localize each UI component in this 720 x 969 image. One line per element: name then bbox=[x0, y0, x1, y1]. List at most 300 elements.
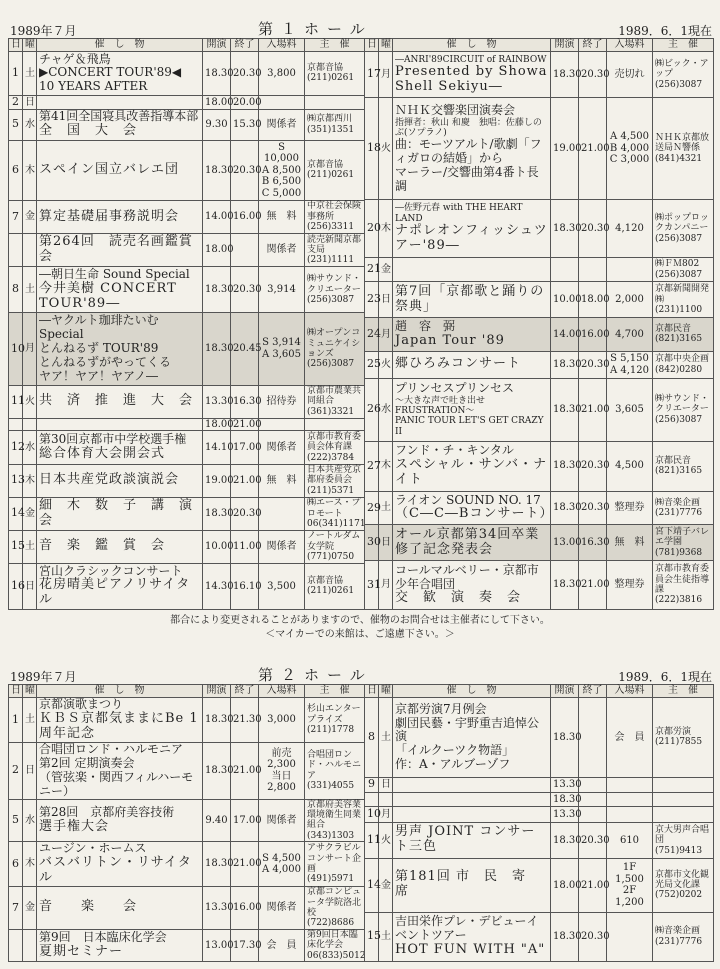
price-cell: S 3,914 A 3,605 bbox=[259, 313, 305, 385]
header-row bbox=[9, 685, 365, 698]
column-header: 入場料 bbox=[607, 39, 653, 52]
price-cell: 招待券 bbox=[259, 385, 305, 418]
organizer-cell: 京都民音 (821)3165 bbox=[653, 441, 714, 491]
column-header: 曜 bbox=[379, 39, 393, 52]
event-line: 合唱団ロンド・ハルモニア bbox=[39, 742, 184, 757]
event-cell bbox=[393, 698, 551, 778]
organizer-cell: ㈱ビック・アップ (256)3087 bbox=[653, 52, 714, 98]
event-cell bbox=[37, 698, 203, 743]
day-cell: 15 bbox=[365, 912, 379, 961]
end-time-cell: 20.45 bbox=[231, 313, 259, 385]
price-cell: 3,800 bbox=[259, 52, 305, 96]
event-line: （C―C―Bコンサート） bbox=[395, 506, 554, 522]
table-row bbox=[9, 464, 365, 497]
event-line: チャゲ＆飛鳥 bbox=[39, 51, 111, 66]
day-cell: 8 bbox=[365, 698, 379, 778]
event-line: Japan Tour '89 bbox=[395, 332, 505, 348]
event-cell bbox=[393, 318, 551, 351]
hall2-as-of: 1989．6．1現在 bbox=[618, 670, 712, 684]
start-time-cell: 18.30 bbox=[551, 351, 579, 378]
column-header: 日 bbox=[365, 685, 379, 698]
event-line: 劇団民藝・宇野重吉追悼公演 bbox=[395, 715, 540, 744]
event-cell bbox=[393, 561, 551, 610]
start-time-cell: 18.30 bbox=[551, 441, 579, 491]
price-cell: 関係者 bbox=[259, 799, 305, 842]
price-cell: 2,000 bbox=[607, 282, 653, 318]
hall1-header bbox=[0, 18, 720, 40]
event-line: （管弦楽・関西フィルハーモニー） bbox=[39, 769, 194, 798]
weekday-cell: 日 bbox=[23, 95, 37, 109]
day-cell: 30 bbox=[365, 525, 379, 561]
event-line: 第30回京都市中学校選手権 bbox=[39, 432, 187, 447]
price-cell bbox=[259, 497, 305, 530]
end-time-cell: 16.30 bbox=[231, 385, 259, 418]
organizer-cell: 京都コンピュータ学院洛北校 (722)8686 bbox=[305, 887, 365, 930]
header-row bbox=[365, 39, 714, 52]
column-header: 入場料 bbox=[259, 39, 305, 52]
day-cell: 23 bbox=[365, 282, 379, 318]
start-time-cell: 14.00 bbox=[551, 318, 579, 351]
weekday-cell: 土 bbox=[23, 52, 37, 96]
column-header: 開演 bbox=[551, 685, 579, 698]
event-cell bbox=[393, 52, 551, 98]
column-header: 催 し 物 bbox=[37, 39, 203, 52]
event-cell bbox=[393, 525, 551, 561]
day-cell: 18 bbox=[365, 98, 379, 200]
organizer-cell: 京都音協 (211)0261 bbox=[305, 52, 365, 96]
organizer-cell: 京都音協 (211)0261 bbox=[305, 140, 365, 200]
price-cell: 無 料 bbox=[259, 464, 305, 497]
table-row bbox=[9, 109, 365, 140]
event-line: バスバリトン・リサイタル bbox=[39, 855, 192, 886]
column-header: 催 し 物 bbox=[393, 39, 551, 52]
end-time-cell bbox=[579, 698, 607, 778]
event-cell bbox=[37, 929, 203, 961]
start-time-cell: 13.00 bbox=[551, 525, 579, 561]
end-time-cell: 21.30 bbox=[231, 698, 259, 743]
event-line: スペイン国立バレエ団 bbox=[39, 161, 180, 177]
weekday-cell: 月 bbox=[379, 561, 393, 610]
start-time-cell: 18.30 bbox=[203, 267, 231, 313]
price-cell: A 4,500 B 4,000 C 3,000 bbox=[607, 98, 653, 200]
table-row bbox=[9, 313, 365, 385]
weekday-cell: 月 bbox=[379, 318, 393, 351]
event-line: 京都演歌まつり bbox=[39, 697, 124, 712]
organizer-cell bbox=[653, 807, 714, 823]
event-cell bbox=[37, 267, 203, 313]
organizer-cell bbox=[653, 793, 714, 807]
table-row bbox=[365, 200, 714, 258]
event-line: 第181回 市 民 寄 席 bbox=[395, 869, 540, 900]
event-line: PANIC TOUR LET'S GET CRAZY II bbox=[395, 416, 544, 437]
event-cell bbox=[393, 257, 551, 281]
event-cell bbox=[393, 351, 551, 378]
weekday-cell: 金 bbox=[379, 257, 393, 281]
event-cell bbox=[37, 742, 203, 799]
end-time-cell: 21.00 bbox=[579, 561, 607, 610]
table-row bbox=[9, 799, 365, 842]
organizer-cell: 京都市教育委員会体育課 (222)3784 bbox=[305, 431, 365, 464]
end-time-cell bbox=[579, 257, 607, 281]
end-time-cell: 17.00 bbox=[231, 799, 259, 842]
hall2-left-table bbox=[8, 684, 365, 962]
weekday-cell: 水 bbox=[379, 378, 393, 441]
event-line: ―ANRI'89CIRCUIT of RAINBOW bbox=[395, 54, 547, 65]
event-line: オール京都第34回卒業修了記念発表会 bbox=[395, 526, 540, 557]
event-cell bbox=[37, 431, 203, 464]
table-row bbox=[365, 807, 714, 823]
event-line: ライオン SOUND NO. 17 bbox=[395, 492, 541, 507]
event-line: 男声 JOINT コンサート三色 bbox=[395, 824, 536, 855]
table-row bbox=[365, 318, 714, 351]
event-line: ＮＨＫ交響楽団演奏会 bbox=[395, 102, 516, 117]
day-cell: 8 bbox=[9, 267, 23, 313]
event-cell bbox=[37, 563, 203, 609]
event-cell bbox=[37, 200, 203, 233]
day-cell: 6 bbox=[9, 842, 23, 887]
event-cell bbox=[393, 777, 551, 793]
day-cell: 12 bbox=[9, 431, 23, 464]
organizer-cell bbox=[305, 95, 365, 109]
organizer-cell: 京都市農業共同組合 (361)3321 bbox=[305, 385, 365, 418]
event-cell bbox=[37, 109, 203, 140]
price-cell bbox=[607, 257, 653, 281]
day-cell: 1 bbox=[9, 698, 23, 743]
start-time-cell: 14.00 bbox=[203, 200, 231, 233]
end-time-cell: 20.30 bbox=[579, 491, 607, 524]
event-cell bbox=[37, 464, 203, 497]
column-header: 日 bbox=[9, 39, 23, 52]
event-line: 作：A・アルブーゾフ bbox=[395, 756, 511, 771]
event-cell bbox=[37, 530, 203, 563]
end-time-cell: 20.30 bbox=[579, 822, 607, 858]
table-row bbox=[365, 52, 714, 98]
day-cell: 7 bbox=[9, 887, 23, 930]
day-cell: 9 bbox=[365, 777, 379, 793]
start-time-cell bbox=[551, 257, 579, 281]
day-cell: 10 bbox=[9, 313, 23, 385]
event-line: ユージン・ホームス bbox=[39, 841, 147, 856]
event-cell bbox=[393, 491, 554, 524]
table-row bbox=[365, 859, 714, 912]
event-line: 曲：モーツアルト/歌劇「フィガロの結婚」から bbox=[395, 137, 542, 166]
start-time-cell: 9.40 bbox=[203, 799, 231, 842]
event-cell bbox=[37, 842, 203, 887]
column-header: 主 催 bbox=[305, 685, 365, 698]
day-cell: 5 bbox=[9, 799, 23, 842]
organizer-cell: 第9回日本臨床化学会 06(833)5012 bbox=[305, 929, 365, 961]
start-time-cell: 18.30 bbox=[551, 822, 579, 858]
start-time-cell: 9.30 bbox=[203, 109, 231, 140]
organizer-cell: ＮＨＫ京都放送局Ｎ響係 (841)4321 bbox=[653, 98, 714, 200]
price-cell: 4,500 bbox=[607, 441, 653, 491]
price-cell: 売切れ bbox=[607, 52, 653, 98]
event-line: 全 国 大 会 bbox=[39, 123, 138, 139]
table-row bbox=[9, 431, 365, 464]
end-time-cell: 16.00 bbox=[231, 200, 259, 233]
day-cell: 10 bbox=[365, 807, 379, 823]
event-line: 音 楽 会 bbox=[39, 899, 138, 915]
day-cell: 13 bbox=[9, 464, 23, 497]
column-header: 催 し 物 bbox=[37, 685, 203, 698]
table-row bbox=[9, 267, 365, 313]
column-header: 開演 bbox=[203, 685, 231, 698]
table-row bbox=[9, 887, 365, 930]
event-line: 細 木 数 子 講 演 会 bbox=[39, 497, 208, 528]
price-cell: 4,700 bbox=[607, 318, 653, 351]
event-line: 吉田栄作プレ・デビューイベントツアー bbox=[395, 914, 539, 943]
organizer-cell: ㈱サウンド・クリエーター (256)3087 bbox=[305, 267, 365, 313]
start-time-cell: 18.30 bbox=[551, 491, 579, 524]
table-row bbox=[365, 525, 714, 561]
event-cell bbox=[37, 497, 208, 530]
price-cell: 関係者 bbox=[259, 530, 305, 563]
weekday-cell: 土 bbox=[23, 267, 37, 313]
column-header: 終了 bbox=[579, 39, 607, 52]
event-line: 花房晴美ピアノリサイタル bbox=[39, 577, 191, 608]
end-time-cell: 17.30 bbox=[231, 929, 259, 961]
weekday-cell bbox=[379, 793, 393, 807]
table-row bbox=[365, 822, 714, 858]
day-cell: 2 bbox=[9, 95, 23, 109]
weekday-cell: 火 bbox=[379, 822, 393, 858]
start-time-cell: 10.00 bbox=[203, 530, 231, 563]
start-time-cell: 13.30 bbox=[203, 385, 231, 418]
price-cell: 前売2,300 当日2,800 bbox=[259, 742, 305, 799]
organizer-cell: 京都労演 (211)7855 bbox=[653, 698, 714, 778]
event-line: 指揮者：秋山 和慶 独唱：佐藤しのぶ(ソプラノ) bbox=[395, 117, 542, 138]
hall2-year-month: 1989年７月 bbox=[10, 670, 77, 684]
event-line: 第2回 定期演奏会 bbox=[39, 755, 135, 770]
event-cell bbox=[37, 52, 203, 96]
price-cell: S 4,500 A 4,000 bbox=[259, 842, 305, 887]
table-row bbox=[9, 563, 365, 609]
price-cell: 整理券 bbox=[607, 491, 653, 524]
end-time-cell: 21.00 bbox=[579, 378, 607, 441]
column-header: 終了 bbox=[231, 685, 259, 698]
start-time-cell: 18.00 bbox=[551, 859, 579, 912]
organizer-cell: 京都府美容業環境衛生同業組合 (343)1303 bbox=[305, 799, 365, 842]
table-row bbox=[9, 52, 365, 96]
event-line: Presented by Showa Shell Sekiyu― bbox=[395, 63, 548, 94]
day-cell: 26 bbox=[365, 378, 379, 441]
day-cell bbox=[9, 234, 23, 267]
weekday-cell: 水 bbox=[23, 109, 37, 140]
event-line: 夏期セミナー bbox=[39, 943, 124, 959]
end-time-cell: 16.10 bbox=[231, 563, 259, 609]
organizer-cell: 杉山エンタープライズ (211)1778 bbox=[305, 698, 365, 743]
weekday-cell: 木 bbox=[379, 200, 393, 258]
end-time-cell bbox=[231, 234, 259, 267]
price-cell: S 5,150 A 4,120 bbox=[607, 351, 653, 378]
event-cell bbox=[393, 441, 551, 491]
organizer-cell: 京都新聞開発㈱ (231)1100 bbox=[653, 282, 714, 318]
event-line: 総合体育大会開会式 bbox=[39, 445, 166, 461]
price-cell: 1F 1,500 2F 1,200 bbox=[607, 859, 653, 912]
start-time-cell: 14.30 bbox=[203, 563, 231, 609]
table-row bbox=[365, 561, 714, 610]
start-time-cell: 19.00 bbox=[551, 98, 579, 200]
end-time-cell bbox=[579, 807, 607, 823]
event-line: 共 済 推 進 大 会 bbox=[39, 393, 194, 409]
start-time-cell: 18.30 bbox=[203, 497, 231, 530]
event-cell bbox=[37, 887, 203, 930]
event-cell bbox=[37, 95, 203, 109]
event-line: ▶CONCERT TOUR'89◀ bbox=[39, 65, 182, 80]
start-time-cell: 14.10 bbox=[203, 431, 231, 464]
event-line: とんねるず TOUR'89 bbox=[39, 340, 159, 355]
end-time-cell: 21.00 bbox=[231, 464, 259, 497]
price-cell: 会 員 bbox=[259, 929, 305, 961]
start-time-cell: 18.00 bbox=[203, 234, 231, 267]
end-time-cell: 20.30 bbox=[231, 267, 259, 313]
price-cell: 関係者 bbox=[259, 109, 305, 140]
start-time-cell: 18.30 bbox=[203, 742, 231, 799]
hall1-left-table bbox=[8, 38, 365, 610]
hall2-header bbox=[0, 664, 720, 686]
table-row bbox=[365, 351, 714, 378]
start-time-cell: 18.30 bbox=[551, 793, 579, 807]
table-row bbox=[365, 793, 714, 807]
end-time-cell: 21.00 bbox=[579, 98, 607, 200]
weekday-cell: 金 bbox=[23, 497, 37, 530]
event-line: 日本共産党政談演説会 bbox=[39, 472, 180, 488]
event-line: 京都労演7月例会 bbox=[395, 701, 487, 716]
table-row bbox=[365, 491, 714, 524]
column-header: 日 bbox=[9, 685, 23, 698]
event-line: ―佐野元春 with THE HEART LAND bbox=[395, 203, 523, 224]
start-time-cell: 18.30 bbox=[203, 842, 231, 887]
weekday-cell: 金 bbox=[23, 200, 37, 233]
end-time-cell: 18.00 bbox=[579, 282, 607, 318]
column-header: 曜 bbox=[23, 685, 37, 698]
table-row bbox=[365, 698, 714, 778]
weekday-cell bbox=[23, 929, 37, 961]
weekday-cell: 火 bbox=[379, 351, 393, 378]
price-cell: 3,500 bbox=[259, 563, 305, 609]
price-cell: S 10,000 A 8,500 B 6,500 C 5,000 bbox=[259, 140, 305, 200]
event-cell bbox=[393, 822, 551, 858]
price-cell: 整理券 bbox=[607, 561, 653, 610]
table-row bbox=[9, 140, 365, 200]
event-cell bbox=[37, 313, 203, 385]
hall1-as-of: 1989．6．1現在 bbox=[618, 24, 712, 38]
price-cell bbox=[607, 912, 653, 961]
notice-line-1: 都合により変更されることがありますので、催物のお問合せは主催者にして下さい。 bbox=[170, 615, 550, 626]
column-header: 入場料 bbox=[259, 685, 305, 698]
price-cell bbox=[607, 793, 653, 807]
event-cell bbox=[37, 799, 203, 842]
organizer-cell: ㈱京都西川 (351)1351 bbox=[305, 109, 365, 140]
event-line: ―朝日生命 Sound Special bbox=[39, 266, 190, 281]
column-header: 終了 bbox=[231, 39, 259, 52]
price-cell bbox=[607, 777, 653, 793]
weekday-cell: 水 bbox=[23, 799, 37, 842]
event-line: 宮山クラシックコンサート bbox=[39, 563, 183, 578]
event-cell bbox=[393, 282, 551, 318]
column-header: 開演 bbox=[203, 39, 231, 52]
event-line: マーラー/交響曲第4番ト長調 bbox=[395, 164, 539, 193]
price-cell bbox=[259, 95, 305, 109]
event-cell bbox=[37, 385, 203, 418]
day-cell: 31 bbox=[365, 561, 379, 610]
hall2-title: 第２ホール bbox=[258, 666, 373, 684]
end-time-cell: 20.30 bbox=[579, 52, 607, 98]
start-time-cell: 18.30 bbox=[203, 140, 231, 200]
organizer-cell: 京大男声合唱団 (751)9413 bbox=[653, 822, 714, 858]
start-time-cell: 18.30 bbox=[203, 698, 231, 743]
event-line: 第264回 読売名画鑑賞会 bbox=[39, 234, 193, 265]
start-time-cell: 13.30 bbox=[203, 887, 231, 930]
organizer-cell: 読売新聞京都支局 (231)1111 bbox=[305, 234, 365, 267]
day-cell: 11 bbox=[9, 385, 23, 418]
weekday-cell: 土 bbox=[379, 491, 393, 524]
price-cell: 会 員 bbox=[607, 698, 653, 778]
weekday-cell: 火 bbox=[379, 98, 393, 200]
organizer-cell: 宮下靖子バレエ学園 (781)9368 bbox=[653, 525, 714, 561]
event-line: 算定基礎届事務説明会 bbox=[39, 208, 180, 224]
day-cell: 5 bbox=[9, 109, 23, 140]
day-cell: 25 bbox=[365, 351, 379, 378]
weekday-cell: 木 bbox=[379, 441, 393, 491]
weekday-cell: 日 bbox=[23, 563, 37, 609]
event-cell bbox=[393, 807, 551, 823]
day-cell bbox=[9, 929, 23, 961]
weekday-cell: 火 bbox=[23, 385, 37, 418]
column-header: 催 し 物 bbox=[393, 685, 551, 698]
column-header: 主 催 bbox=[653, 39, 714, 52]
header-row bbox=[365, 685, 714, 698]
price-cell: 3,914 bbox=[259, 267, 305, 313]
weekday-cell bbox=[23, 234, 37, 267]
event-cell bbox=[37, 418, 203, 431]
organizer-cell: 京都市文化観光局文化課 (752)0202 bbox=[653, 859, 714, 912]
column-header: 終了 bbox=[579, 685, 607, 698]
start-time-cell: 13.00 bbox=[203, 929, 231, 961]
day-cell: 11 bbox=[365, 822, 379, 858]
start-time-cell: 18.00 bbox=[203, 418, 231, 431]
hall1-year-month: 1989年７月 bbox=[10, 24, 77, 38]
day-cell: 15 bbox=[9, 530, 23, 563]
end-time-cell bbox=[579, 777, 607, 793]
weekday-cell: 日 bbox=[379, 525, 393, 561]
organizer-cell: ㈱音楽企画 (231)7776 bbox=[653, 491, 714, 524]
day-cell: 14 bbox=[9, 497, 23, 530]
price-cell bbox=[607, 807, 653, 823]
event-line: 第9回 日本臨床化学会 bbox=[39, 930, 167, 944]
start-time-cell: 13.30 bbox=[551, 807, 579, 823]
weekday-cell bbox=[23, 418, 37, 431]
weekday-cell: 水 bbox=[23, 431, 37, 464]
organizer-cell: ノートルダム女学院 (771)0750 bbox=[305, 530, 365, 563]
event-line: フンド・チ・キンタル bbox=[395, 443, 514, 458]
event-line: ヤア！ヤア！ヤアノ― bbox=[39, 368, 159, 383]
weekday-cell: 月 bbox=[379, 52, 393, 98]
day-cell: 27 bbox=[365, 441, 379, 491]
start-time-cell: 18.30 bbox=[551, 561, 579, 610]
start-time-cell: 13.30 bbox=[551, 777, 579, 793]
column-header: 曜 bbox=[23, 39, 37, 52]
start-time-cell: 18.30 bbox=[551, 912, 579, 961]
start-time-cell: 18.00 bbox=[203, 95, 231, 109]
table-row bbox=[9, 95, 365, 109]
table-row bbox=[365, 912, 714, 961]
event-cell bbox=[393, 859, 551, 912]
price-cell: 3,605 bbox=[607, 378, 653, 441]
table-row bbox=[9, 200, 365, 233]
event-line: 第41回全国寝具改善指導本部 bbox=[39, 109, 199, 124]
end-time-cell: 21.00 bbox=[231, 842, 259, 887]
